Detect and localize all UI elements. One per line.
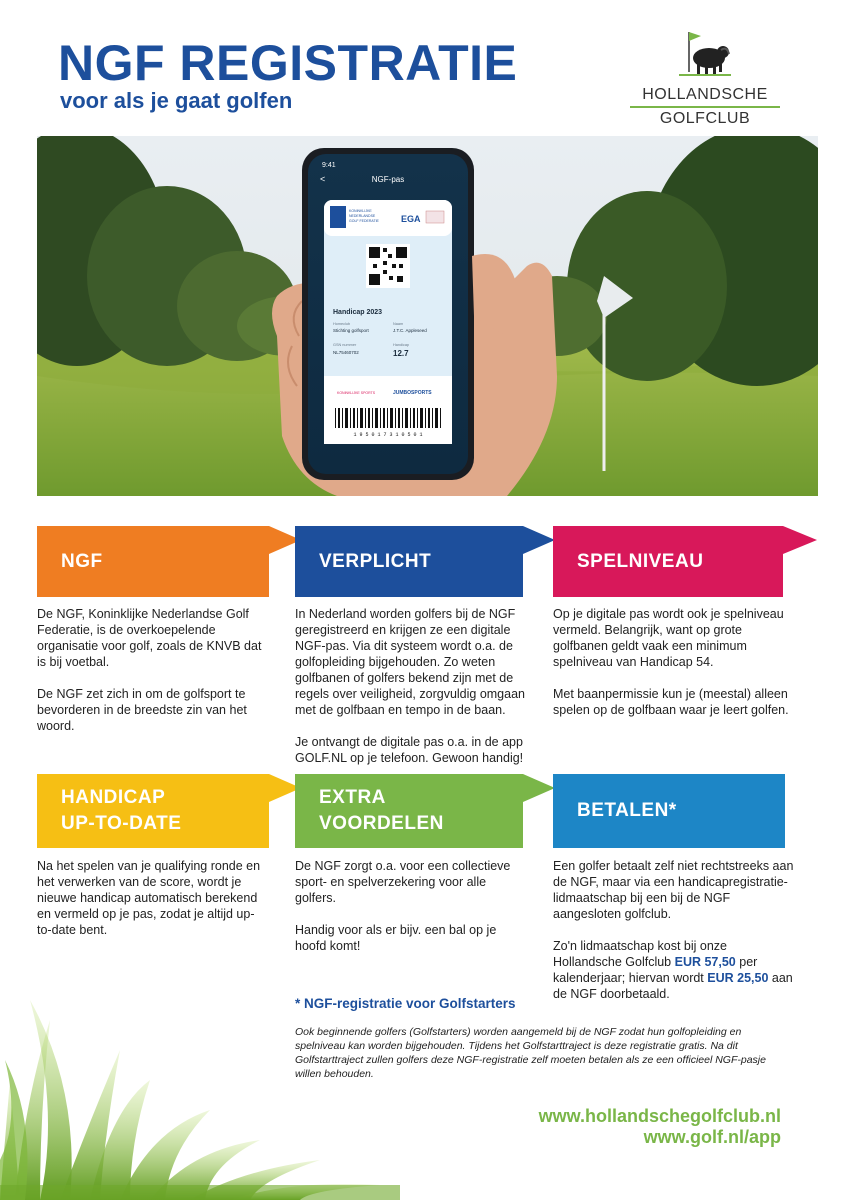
ngf-paragraph-2: De NGF zet zich in om de golfsport te bevorderen in de breedste zin van het woord. bbox=[37, 687, 247, 733]
card-label-gsn: GSN nummer bbox=[333, 343, 357, 347]
betalen-text bbox=[553, 858, 798, 1018]
hero-photo bbox=[37, 136, 818, 496]
betalen-price-2: EUR 25,50 bbox=[707, 971, 769, 985]
card-logo-line2: NEDERLANDSE bbox=[349, 214, 376, 218]
handicap-heading-box bbox=[37, 774, 269, 848]
logo-text-line1: HOLLANDSCHE bbox=[630, 86, 780, 108]
page-subtitle: voor als je gaat golfen bbox=[60, 88, 293, 113]
verplicht-paragraph-1: In Nederland worden golfers bij de NGF geregistreerd en krijgen ze een digitale NGF-pas. Via dit systeem wordt o.a. de golfopleiding bijgehouden. Zo weten golfbanen of golfers bekend zijn met de regels over veiligheid, zorgvuldig omgaan met de golfbaan en tempo in de baan. bbox=[295, 607, 525, 717]
extra-pointer bbox=[523, 774, 555, 802]
note-title: * NGF-registratie voor Golfstarters bbox=[295, 996, 516, 1011]
hollandsche-golfclub-logo bbox=[630, 28, 780, 128]
card-value-name: J.T.C. Appleseed bbox=[393, 328, 427, 333]
betalen-heading-box bbox=[553, 774, 785, 848]
handicap-paragraph-1: Na het spelen van je qualifying ronde en het verwerken van de score, wordt je nieuwe handicap automatisch berekend en vermeld op je pas, zodat je altijd up-to-date bent. bbox=[37, 859, 261, 937]
spelniveau-heading: SPELNIVEAU bbox=[577, 550, 704, 572]
handicap-text bbox=[37, 858, 269, 954]
website-link[interactable]: www.hollandschegolfclub.nl bbox=[538, 1106, 781, 1126]
ngf-paragraph-1: De NGF, Koninklijke Nederlandse Golf Federatie, is de overkoepelende organisatie voor golf, zoals de KNVB dat is bij voetbal. bbox=[37, 607, 262, 669]
handicap-heading-line2: UP-TO-DATE bbox=[61, 813, 182, 834]
verplicht-paragraph-2: Je ontvangt de digitale pas o.a. in de app GOLF.NL op je telefoon. Gewoon handig! bbox=[295, 735, 524, 765]
card-label-name: Naam bbox=[393, 322, 404, 326]
card-value-gsn: NL75460702 bbox=[333, 350, 359, 355]
spelniveau-heading-box bbox=[553, 526, 783, 597]
card-logo-line1: KONINKLIJKE bbox=[349, 209, 372, 213]
card-value-handicap: 12.7 bbox=[393, 349, 409, 358]
card-label-homeclub: Homeclub bbox=[333, 322, 351, 326]
page-title: NGF REGISTRATIE bbox=[58, 35, 518, 91]
card-label-handicap: Handicap bbox=[393, 343, 410, 347]
spelniveau-paragraph-2: Met baanpermissie kun je (meestal) alleen spelen op de golfbaan waar je leert golfen. bbox=[553, 687, 789, 717]
betalen-text-c: aan de NGF doorbetaald. bbox=[553, 971, 793, 1001]
spelniveau-text bbox=[553, 606, 793, 734]
betalen-text-b: per kalenderjaar; hiervan wordt bbox=[553, 955, 758, 985]
betalen-text-a: Zo'n lidmaatschap kost bij onze Hollandsche Golfclub bbox=[553, 939, 728, 969]
extra-text bbox=[295, 858, 520, 970]
note-text: Ook beginnende golfers (Golfstarters) worden aangemeld bij de NGF zodat hun golfopleiding en spelniveau kan worden bijgehouden. Tijdens het Golfstarttraject is deze registratie gratis. Na dit Golfstarttraject zullen golfers deze NGF-registratie zelf moeten betalen als ze een officieel NGF-pasje willen behouden. bbox=[295, 1026, 766, 1080]
extra-heading-line1: EXTRA bbox=[319, 787, 386, 809]
phone-back-icon: < bbox=[320, 174, 326, 184]
ram-flag-icon bbox=[675, 28, 735, 84]
card-sponsor-2: JUMBOSPORTS bbox=[393, 390, 432, 396]
spelniveau-pointer bbox=[783, 526, 817, 554]
card-barcode-number: 1 9 5 0 1 7 3 1 0 5 0 1 bbox=[353, 432, 423, 438]
card-handicap-title: Handicap 2023 bbox=[333, 309, 383, 316]
footer-links bbox=[539, 1106, 781, 1148]
ngf-heading-box bbox=[37, 526, 269, 597]
spelniveau-paragraph-1: Op je digitale pas wordt ook je spelniveau vermeld. Belangrijk, want op grote golfbanen geldt vaak een minimum spelniveau van Handicap 54. bbox=[553, 607, 784, 669]
phone-time: 9:41 bbox=[322, 162, 336, 169]
extra-paragraph-1: De NGF zorgt o.a. voor een collectieve sport- en spelverzekering voor alle golfers. bbox=[295, 859, 511, 905]
phone-screen-title: NGF-pas bbox=[371, 175, 405, 184]
verplicht-pointer bbox=[523, 526, 555, 554]
verplicht-heading: VERPLICHT bbox=[319, 550, 432, 572]
betalen-price-1: EUR 57,50 bbox=[674, 955, 736, 969]
betalen-paragraph-2 bbox=[553, 938, 798, 1002]
extra-paragraph-2: Handig voor als er bijv. een bal op je hoofd komt! bbox=[295, 923, 497, 953]
app-link[interactable]: www.golf.nl/app bbox=[643, 1127, 781, 1147]
card-logo-line3: GOLF FEDERATIE bbox=[349, 219, 379, 223]
card-sponsor-1: KONINKLIJKE SPORTS bbox=[337, 391, 376, 395]
verplicht-text bbox=[295, 606, 535, 782]
card-ega: EGA bbox=[401, 214, 421, 224]
logo-text-line2: GOLFCLUB bbox=[659, 110, 751, 127]
ngf-text bbox=[37, 606, 269, 750]
ngf-heading: NGF bbox=[61, 550, 103, 572]
handicap-heading-line1: HANDICAP bbox=[61, 787, 166, 809]
extra-heading-line2: VOORDELEN bbox=[319, 813, 444, 834]
betalen-paragraph-1: Een golfer betaalt zelf niet rechtstreeks aan de NGF, maar via een handicapregistratie-lidmaatschap bij een bij de NGF aangesloten golfclub. bbox=[553, 859, 794, 921]
verplicht-heading-box bbox=[295, 526, 523, 597]
extra-heading-box bbox=[295, 774, 523, 848]
betalen-heading: BETALEN* bbox=[577, 800, 677, 822]
card-value-homeclub: Stichting golfsport bbox=[333, 328, 369, 333]
